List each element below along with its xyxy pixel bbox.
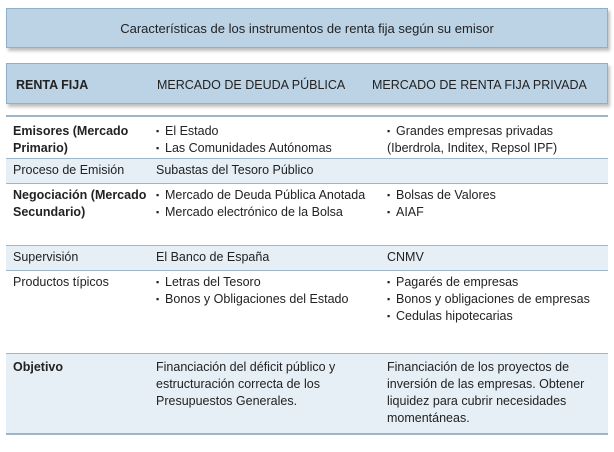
list-item: ▪ El Estado (156, 124, 219, 138)
table-header (6, 63, 608, 104)
bullet-icon: ▪ (387, 190, 391, 200)
cell-publica: Financiación del déficit público y estructuración correcta de los Presupuestos Generales. (156, 360, 336, 408)
cell-publica: Subastas del Tesoro Público (156, 163, 314, 177)
bullet-icon: ▪ (156, 126, 160, 136)
bullet-icon: ▪ (387, 207, 391, 217)
comparison-table (6, 115, 608, 435)
bullet-icon: ▪ (387, 277, 391, 287)
row-label: Objetivo (13, 360, 64, 374)
list-item: ▪ Las Comunidades Autónomas (156, 141, 332, 155)
list-item: ▪ Bonos y obligaciones de empresas (387, 292, 590, 306)
list-item: ▪ Cedulas hipotecarias (387, 309, 513, 323)
table-title (6, 8, 608, 48)
header-renta-fija: RENTA FIJA (16, 78, 89, 92)
bullet-icon: ▪ (387, 311, 391, 321)
cell-publica (156, 274, 381, 308)
cell-privada: CNMV (387, 250, 424, 264)
table-row-productos (6, 271, 608, 354)
table-row-objetivo (6, 354, 608, 435)
bullet-icon: ▪ (156, 277, 160, 287)
row-label: Productos típicos (13, 275, 109, 289)
table-row-emisores (6, 115, 608, 159)
list-item: ▪ Bonos y Obligaciones del Estado (156, 292, 349, 306)
list-item: ▪ Letras del Tesoro (156, 275, 261, 289)
bullet-icon: ▪ (156, 143, 160, 153)
bullet-icon: ▪ (156, 294, 160, 304)
bullet-icon: ▪ (387, 126, 391, 136)
list-item: ▪ Grandes empresas privadas (Iberdrola, Inditex, Repsol IPF) (387, 124, 558, 155)
table-row-negociacion (6, 184, 608, 246)
cell-publica (156, 123, 381, 157)
table-title-text: Características de los instrumentos de renta fija según su emisor (120, 20, 494, 36)
table-row-proceso-emision (6, 159, 608, 184)
row-label: Supervisión (13, 250, 79, 264)
cell-publica: El Banco de España (156, 250, 270, 264)
list-item: ▪ AIAF (387, 205, 424, 219)
cell-publica (156, 187, 381, 221)
list-item: ▪ Mercado electrónico de la Bolsa (156, 205, 343, 219)
cell-privada (387, 274, 607, 325)
header-deuda-publica: MERCADO DE DEUDA PÚBLICA (157, 78, 346, 92)
list-item: ▪ Pagarés de empresas (387, 275, 519, 289)
bullet-icon: ▪ (156, 190, 160, 200)
cell-privada (387, 123, 607, 157)
bullet-icon: ▪ (156, 207, 160, 217)
cell-privada (387, 187, 607, 221)
row-label: Proceso de Emisión (13, 163, 125, 177)
list-item: ▪ Mercado de Deuda Pública Anotada (156, 188, 366, 202)
bullet-icon: ▪ (387, 294, 391, 304)
row-label: Emisores (Mercado Primario) (13, 124, 129, 155)
table-row-supervision (6, 246, 608, 271)
header-renta-fija-privada: MERCADO DE RENTA FIJA PRIVADA (372, 78, 587, 92)
cell-privada: Financiación de los proyectos de inversión de las empresas. Obtener liquidez para cubrir necesidades momentáneas. (387, 360, 585, 425)
list-item: ▪ Bolsas de Valores (387, 188, 496, 202)
row-label: Negociación (Mercado Secundario) (13, 188, 147, 219)
